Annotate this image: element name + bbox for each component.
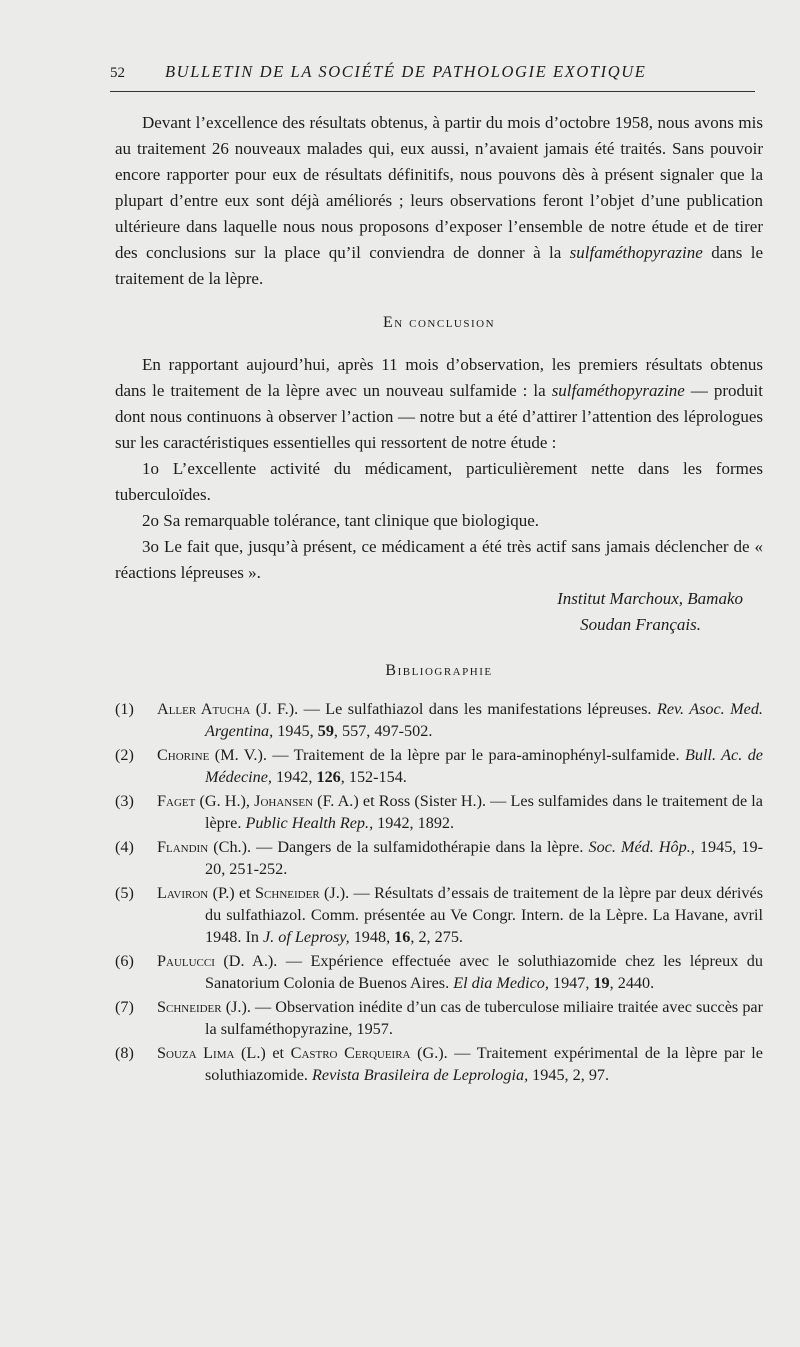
reference-text: Schneider (J.). — Observation inédite d’un cas de tuberculose miliaire traitée avec succès par la sulfaméthopyrazine, 1957. [157,998,763,1038]
page-number: 52 [110,65,125,81]
conclusion-item: 3o Le fait que, jusqu’à présent, ce médicament a été très actif sans jamais déclencher de « réactions lépreuses ». [115,537,763,582]
reference-item [115,744,763,788]
reference-text: Chorine (M. V.). — Traitement de la lèpre par le para-aminophényl-sulfamide. Bull. Ac. de Médecine, 1942, 126, 152-154. [157,746,763,786]
header-rule [110,91,755,92]
reference-number: (8) [115,1044,134,1062]
drug-name: sulfaméthopyrazine [569,243,703,262]
reference-number: (2) [115,746,134,764]
reference-number: (6) [115,952,134,970]
affiliation-line: Soudan Français. [580,615,701,634]
reference-item [115,1042,763,1086]
reference-number: (7) [115,998,134,1016]
reference-text: Aller Atucha (J. F.). — Le sulfathiazol dans les manifestations lépreuses. Rev. Asoc. Med. Argentina, 1945, 59, 557, 497-502. [157,700,763,740]
reference-item [115,996,763,1040]
reference-item [115,950,763,994]
reference-item [115,836,763,880]
journal-title: BULLETIN DE LA SOCIÉTÉ DE PATHOLOGIE EXOTIQUE [165,62,647,81]
reference-text: Flandin (Ch.). — Dangers de la sulfamidothérapie dans la lèpre. Soc. Méd. Hôp., 1945, 19-20, 251-252. [157,838,764,878]
conclusion-lead: En rapportant aujourd’hui, après 11 mois d’observation, les premiers résultats obtenus dans le traitement de la lèpre avec un nouveau sulfamide : la sulfaméthopyrazine — produit dont nous continuons à observer l’action — notre but a été d’attirer l’attention des léprologues sur les caractéristiques essentielles qui ressortent de notre étude : [115,355,764,452]
conclusion-heading: En conclusion [382,314,496,331]
conclusion-item: 2o Sa remarquable tolérance, tant clinique que biologique. [142,511,540,530]
bibliography-heading: Bibliographie [385,662,493,679]
article-body [115,110,763,1088]
running-header [110,62,770,82]
reference-text: Faget (G. H.), Johansen (F. A.) et Ross (Sister H.). — Les sulfamides dans le traitement de la lèpre. Public Health Rep., 1942, 1892. [157,792,763,832]
drug-name: sulfaméthopyrazine [551,381,685,400]
affiliation-line: Institut Marchoux, Bamako [557,589,743,608]
reference-item [115,698,763,742]
reference-item [115,882,763,948]
intro-paragraph: Devant l’excellence des résultats obtenus, à partir du mois d’octobre 1958, nous avons mis au traitement 26 nouveaux malades qui, eux aussi, n’avaient jamais été traités. Sans pouvoir encore rapporter pour eux de résultats définitifs, nous pouvons dès à présent signaler que la plupart d’entre eux sont déjà améliorés ; leurs observations feront l’objet d’une publication ultérieure dans laquelle nous nous proposons d’exposer l’ensemble de notre étude et de tirer des conclusions sur la place qu’il conviendra de donner à la sulfaméthopyrazine dans le traitement de la lèpre. [115,113,763,288]
conclusion-item: 1o L’excellente activité du médicament, particulièrement nette dans les formes tuberculoïdes. [115,459,763,504]
reference-text: Paulucci (D. A.). — Expérience effectuée avec le soluthiazomide chez les lépreux du Sanatorium Colonia de Buenos Aires. El dia Medico, 1947, 19, 2440. [157,952,763,992]
reference-number: (3) [115,792,134,810]
reference-text: Souza Lima (L.) et Castro Cerqueira (G.). — Traitement expérimental de la lèpre par le soluthiazomide. Revista Brasileira de Leprologia, 1945, 2, 97. [157,1044,763,1084]
reference-item [115,790,763,834]
reference-number: (4) [115,838,134,856]
reference-number: (5) [115,884,134,902]
reference-text: Laviron (P.) et Schneider (J.). — Résultats d’essais de traitement de la lèpre par deux dérivés du sulfathiazol. Comm. présentée au Ve Congr. Intern. de la Lèpre. La Havane, avril 1948. In J. of Leprosy, 1948, 16, 2, 275. [157,884,763,946]
reference-number: (1) [115,700,134,718]
reference-list [115,698,763,1086]
